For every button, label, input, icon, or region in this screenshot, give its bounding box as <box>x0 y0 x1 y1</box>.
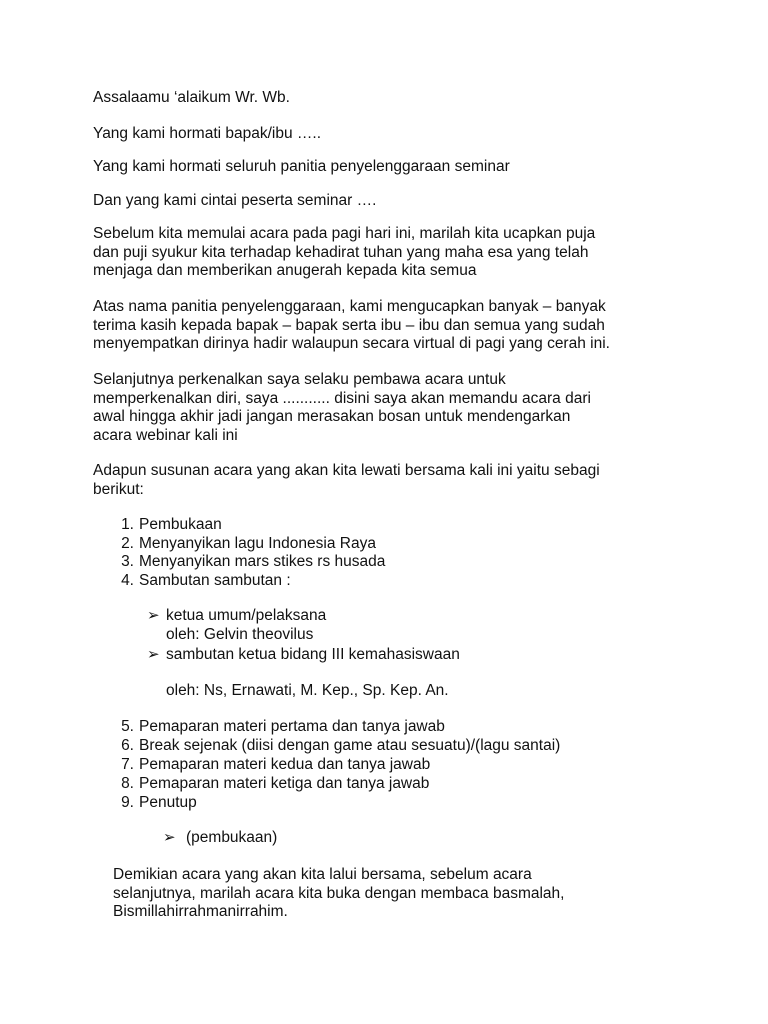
paragraph-line: Adapun susunan acara yang akan kita lewati bersama kali ini yaitu sebagi <box>93 462 600 479</box>
list-item-number: 3. <box>121 553 134 570</box>
paragraph-line: terima kasih kepada bapak – bapak serta ibu – ibu dan semua yang sudah <box>93 316 605 334</box>
paragraph-agenda-intro <box>93 462 693 499</box>
list-item-text: Menyanyikan mars stikes rs husada <box>139 553 386 570</box>
sambutan-item-2-speaker: oleh: Ns, Ernawati, M. Kep., Sp. Kep. An. <box>166 682 449 699</box>
paragraph-line: awal hingga akhir jadi jangan merasakan bosan untuk mendengarkan <box>93 408 571 425</box>
greeting: Assalaamu ‘alaikum Wr. Wb. <box>93 89 290 106</box>
arrow-bullet-icon: ➢ <box>147 646 160 663</box>
list-item-number: 9. <box>121 794 134 811</box>
paragraph-line: memperkenalkan diri, saya ........... disini saya akan memandu acara dari <box>93 389 591 407</box>
paragraph-line: Bismillahirrahmanirrahim. <box>113 903 288 920</box>
list-item-number: 2. <box>121 534 134 552</box>
arrow-bullet-icon: ➢ <box>163 829 176 846</box>
paragraph-line: selanjutnya, marilah acara kita buka dengan membaca basmalah, <box>113 884 565 902</box>
paragraph-introduction <box>93 371 693 445</box>
list-item-text: Penutup <box>139 794 197 811</box>
list-item-text: Menyanyikan lagu Indonesia Raya <box>139 534 376 552</box>
sambutan-item-1-speaker: oleh: Gelvin theovilus <box>166 626 314 643</box>
list-item-number: 4. <box>121 571 134 589</box>
paragraph-line: menyempatkan dirinya hadir walaupun secara virtual di pagi yang cerah ini. <box>93 335 610 352</box>
paragraph-line: acara webinar kali ini <box>93 426 238 444</box>
salutation-1: Yang kami hormati bapak/ibu ….. <box>93 125 322 142</box>
list-item-number: 5. <box>121 718 134 735</box>
list-item-text: Pemaparan materi ketiga dan tanya jawab <box>139 775 430 792</box>
paragraph-line: Sebelum kita memulai acara pada pagi hari ini, marilah kita ucapkan puja <box>93 225 596 242</box>
paragraph-line: Demikian acara yang akan kita lalui bersama, sebelum acara <box>113 866 532 883</box>
paragraph-line: Atas nama panitia penyelenggaraan, kami mengucapkan banyak – banyak <box>93 298 606 315</box>
paragraph-closing <box>113 866 713 922</box>
paragraph-thanks <box>93 298 693 354</box>
penutup-sub-item: (pembukaan) <box>186 829 278 846</box>
list-item-text: Break sejenak (diisi dengan game atau sesuatu)/(lagu santai) <box>139 737 561 754</box>
list-item-number: 8. <box>121 775 134 792</box>
salutation-3: Dan yang kami cintai peserta seminar …. <box>93 192 377 209</box>
paragraph-line: berikut: <box>93 480 144 498</box>
list-item-text: Sambutan sambutan : <box>139 571 291 589</box>
paragraph-line: dan puji syukur kita terhadap kehadirat tuhan yang maha esa yang telah <box>93 243 589 261</box>
list-item-text: Pemaparan materi kedua dan tanya jawab <box>139 756 431 773</box>
list-item-number: 1. <box>121 516 134 533</box>
list-item-text: Pembukaan <box>139 516 222 533</box>
salutation-2: Yang kami hormati seluruh panitia penyelenggaraan seminar <box>93 158 510 175</box>
paragraph-opening <box>93 225 693 281</box>
list-item-number: 7. <box>121 756 134 773</box>
list-item-text: Pemaparan materi pertama dan tanya jawab <box>139 718 445 735</box>
sambutan-item-2: sambutan ketua bidang III kemahasiswaan <box>166 646 460 663</box>
list-item-number: 6. <box>121 737 134 754</box>
paragraph-line: menjaga dan memberikan anugerah kepada kita semua <box>93 262 477 279</box>
sambutan-item-1: ketua umum/pelaksana <box>166 607 327 624</box>
paragraph-line: Selanjutnya perkenalkan saya selaku pembawa acara untuk <box>93 371 506 388</box>
arrow-bullet-icon: ➢ <box>147 607 160 624</box>
